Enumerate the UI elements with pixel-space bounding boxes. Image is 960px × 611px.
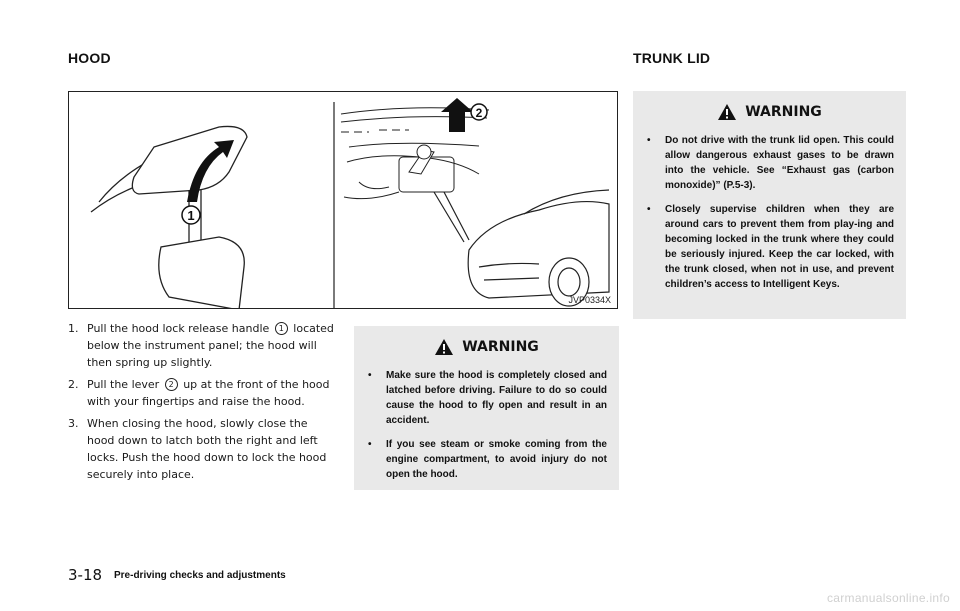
car-drawing (468, 190, 609, 306)
step-text-continued: up at the front of the hood with your fingertips and raise the hood. (87, 378, 330, 408)
hood-warning-header (354, 326, 619, 368)
trunk-warning-list (633, 133, 906, 292)
step-text: Pull the lever (87, 378, 160, 391)
warning-text: Do not drive with the trunk lid open. This could allow dangerous exhaust gases to be drawn into the vehicle. See “Exhaust gas (carbon monoxide)” (P.5-3). (665, 135, 894, 191)
pedal-shape (159, 237, 245, 309)
warning-item (645, 202, 894, 292)
trunk-warning-box (633, 91, 906, 319)
watermark: carmanualsonline.info (826, 591, 950, 605)
callout-1-label: 1 (187, 208, 195, 223)
warning-text: Make sure the hood is completely closed and latched before driving. Failure to do so could cause the hood to fly open and result in an accident. (386, 370, 607, 426)
callout-2-marker (471, 104, 487, 120)
bullet-icon: • (368, 370, 372, 381)
hood-warning-box (354, 326, 619, 490)
bullet-icon: • (647, 135, 651, 146)
warning-item (366, 437, 607, 482)
callout-1-marker (182, 206, 200, 224)
warning-item (645, 133, 894, 193)
warning-triangle-icon (434, 338, 454, 356)
step-text: Pull the hood lock release handle (87, 322, 270, 335)
step-item (68, 415, 338, 483)
trunk-warning-header (633, 91, 906, 133)
step-number: 1. (68, 322, 79, 335)
figure-code: JVP0334X (568, 295, 611, 305)
hood-heading: HOOD (68, 50, 111, 66)
warning-text: If you see steam or smoke coming from the engine compartment, to avoid injury do not open the hood. (386, 439, 607, 480)
hood-release-illustration (68, 91, 618, 309)
trunk-warning-title: WARNING (745, 104, 822, 120)
step-marker-icon: 2 (165, 378, 178, 391)
bullet-icon: • (647, 204, 651, 215)
hood-warning-list (354, 368, 619, 482)
step-item (68, 376, 338, 410)
trunk-lid-heading: TRUNK LID (633, 50, 711, 66)
step-text-continued: located below the instrument panel; the hood will then spring up slightly. (87, 322, 334, 369)
warning-text: Closely supervise children when they are around cars to prevent them from play-ing and becoming locked in the trunk where they could be seriously injured. Keep the car locked, with the trunk closed, when not in use, and prevent children’s access to Intelligent Keys. (665, 204, 894, 290)
release-handle-shape (132, 126, 247, 194)
bullet-icon: • (368, 439, 372, 450)
step-number: 3. (68, 417, 79, 430)
warning-triangle-icon (717, 103, 737, 121)
hood-steps-list (68, 320, 338, 488)
hood-illustration-drawing (69, 92, 618, 309)
step-number: 2. (68, 378, 79, 391)
page-number: 3-18 (68, 566, 103, 584)
warning-item (366, 368, 607, 428)
step-marker-icon: 1 (275, 322, 288, 335)
step-item (68, 320, 338, 371)
callout-2-label: 2 (475, 106, 483, 120)
step-text: When closing the hood, slowly close the hood down to latch both the right and left locks. Push the hood down to lock the hood securely into place. (87, 417, 327, 481)
hood-warning-title: WARNING (462, 339, 539, 355)
lift-arrow-icon (441, 98, 473, 132)
section-title: Pre-driving checks and adjustments (114, 570, 286, 581)
